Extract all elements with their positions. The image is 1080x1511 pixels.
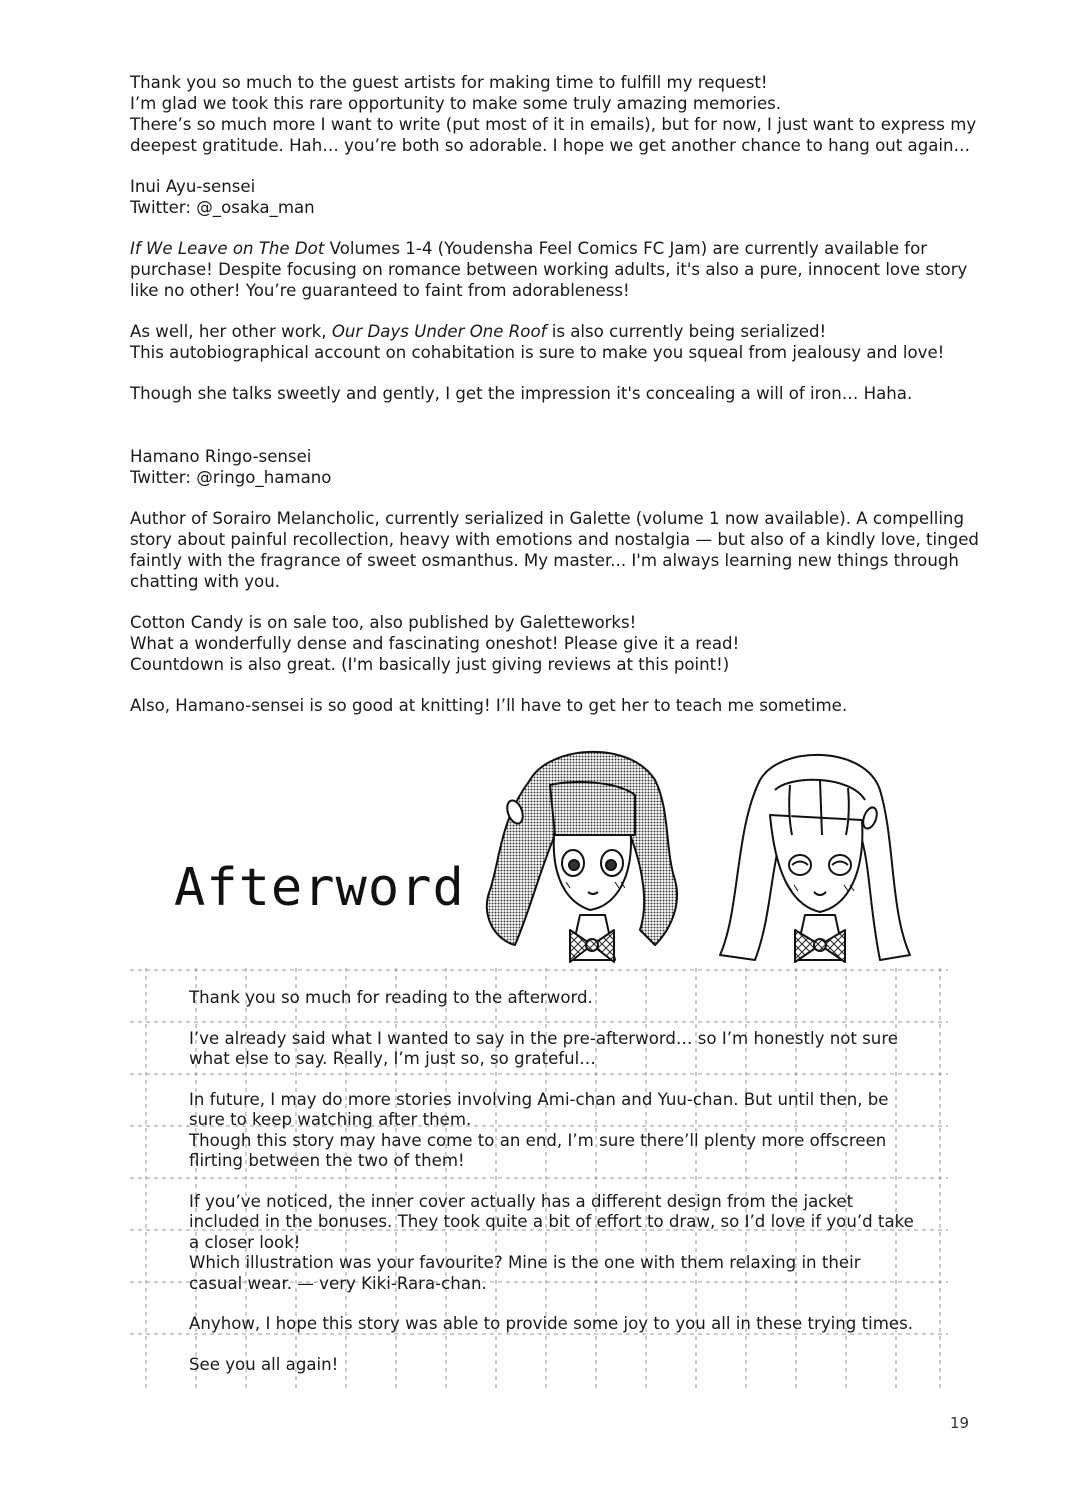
text-line: flirting between the two of them! xyxy=(189,1151,465,1170)
page-number: 19 xyxy=(950,1414,970,1432)
text-line: In future, I may do more stories involving Ami-chan and Yuu-chan. But until then, be xyxy=(189,1089,889,1109)
afterword-paragraph xyxy=(189,1314,914,1335)
inui-note xyxy=(130,383,970,404)
text-line: I’ve already said what I wanted to say in the pre-afterword… so I’m honestly not sure xyxy=(189,1028,898,1048)
inui-promo-1 xyxy=(130,238,970,301)
afterword-body xyxy=(189,988,914,1395)
text-line xyxy=(130,321,970,342)
text-line: Cotton Candy is on sale too, also published by Galetteworks! xyxy=(130,613,637,632)
book-title: Our Days Under One Roof xyxy=(331,322,547,341)
afterword-paragraph xyxy=(189,1029,909,1070)
text-line: what else to say. Really, I’m just so, so grateful… xyxy=(189,1049,596,1068)
afterword-paragraph xyxy=(189,1191,914,1295)
text-line: story about painful recollection, heavy with emotions and nostalgia — but also of a kindly love, tinged xyxy=(130,530,979,549)
inui-promo-2 xyxy=(130,321,970,363)
text-line: like no other! You’re guaranteed to faint from adorableness! xyxy=(130,281,630,300)
text-line: Though this story may have come to an end, I’m sure there’ll plenty more offscreen xyxy=(189,1130,887,1150)
illustration-svg xyxy=(470,740,940,980)
text-line: I’m glad we took this rare opportunity to make some truly amazing memories. xyxy=(130,94,782,113)
inui-credit xyxy=(130,176,970,218)
text-line: Though she talks sweetly and gently, I get the impression it's concealing a will of iron… Haha. xyxy=(130,384,913,403)
artist-name: Inui Ayu-sensei xyxy=(130,177,256,196)
right-girl xyxy=(720,755,910,962)
hamano-author-paragraph xyxy=(130,508,979,592)
afterword-paragraph xyxy=(189,1355,909,1376)
text-line: faintly with the fragrance of sweet osmanthus. My master... I'm always learning new things through xyxy=(130,551,959,570)
book-title: If We Leave on The Dot xyxy=(130,239,325,258)
text-line: sure to keep watching after them. xyxy=(189,1110,472,1129)
text-line: casual wear. — very Kiki-Rara-chan. xyxy=(189,1273,487,1293)
left-girl xyxy=(487,752,677,962)
artist-twitter: Twitter: @ringo_hamano xyxy=(130,468,332,487)
afterword-paragraph xyxy=(189,988,909,1009)
hamano-knitting xyxy=(130,695,970,716)
text-line xyxy=(130,238,970,259)
text-fragment: As well, her other work, xyxy=(130,322,332,341)
hamano-credit xyxy=(130,446,970,488)
text-line: deepest gratitude. Hah… you’re both so adorable. I hope we get another chance to hang out again… xyxy=(130,136,971,155)
text-line: Also, Hamano-sensei is so good at knitting! I’ll have to get her to teach me sometime. xyxy=(130,696,848,715)
hamano-cotton-paragraph xyxy=(130,612,970,675)
text-line: Which illustration was your favourite? Mine is the one with them relaxing in their xyxy=(189,1253,861,1272)
text-line: What a wonderfully dense and fascinating oneshot! Please give it a read! xyxy=(130,634,740,653)
text-line: chatting with you. xyxy=(130,572,281,591)
text-line: Author of Sorairo Melancholic, currently serialized in Galette (volume 1 now available). A compelling xyxy=(130,509,964,528)
text-line: See you all again! xyxy=(189,1354,339,1374)
afterword-heading: Afterword xyxy=(174,858,465,918)
thanks-paragraph xyxy=(130,72,977,156)
text-line: Countdown is also great. (I'm basically just giving reviews at this point!) xyxy=(130,655,730,674)
text-line: This autobiographical account on cohabitation is sure to make you squeal from jealousy and love! xyxy=(130,343,945,362)
artist-twitter: Twitter: @_osaka_man xyxy=(130,198,315,217)
text-line: Thank you so much for reading to the afterword. xyxy=(189,988,593,1007)
artist-name: Hamano Ringo-sensei xyxy=(130,447,312,466)
text-line: included in the bonuses. They took quite a bit of effort to draw, so I’d love if you’d take xyxy=(189,1212,914,1231)
text-line: a closer look! xyxy=(189,1232,301,1252)
chibi-girls-illustration xyxy=(470,740,940,980)
text-line: There’s so much more I want to write (put most of it in emails), but for now, I just want to express my xyxy=(130,115,977,134)
text-line: If you’ve noticed, the inner cover actually has a different design from the jacket xyxy=(189,1191,854,1211)
text-fragment: is also currently being serialized! xyxy=(546,322,827,341)
text-line: Thank you so much to the guest artists for making time to fulfill my request! xyxy=(130,73,768,92)
afterword-paragraph xyxy=(189,1090,909,1172)
text-line: purchase! Despite focusing on romance between working adults, it's also a pure, innocent love story xyxy=(130,260,968,279)
guest-artists-section xyxy=(130,72,979,736)
text-fragment: Volumes 1-4 (Youdensha Feel Comics FC Jam) are currently available for xyxy=(324,239,928,258)
text-line: Anyhow, I hope this story was able to provide some joy to you all in these trying times. xyxy=(189,1314,914,1333)
